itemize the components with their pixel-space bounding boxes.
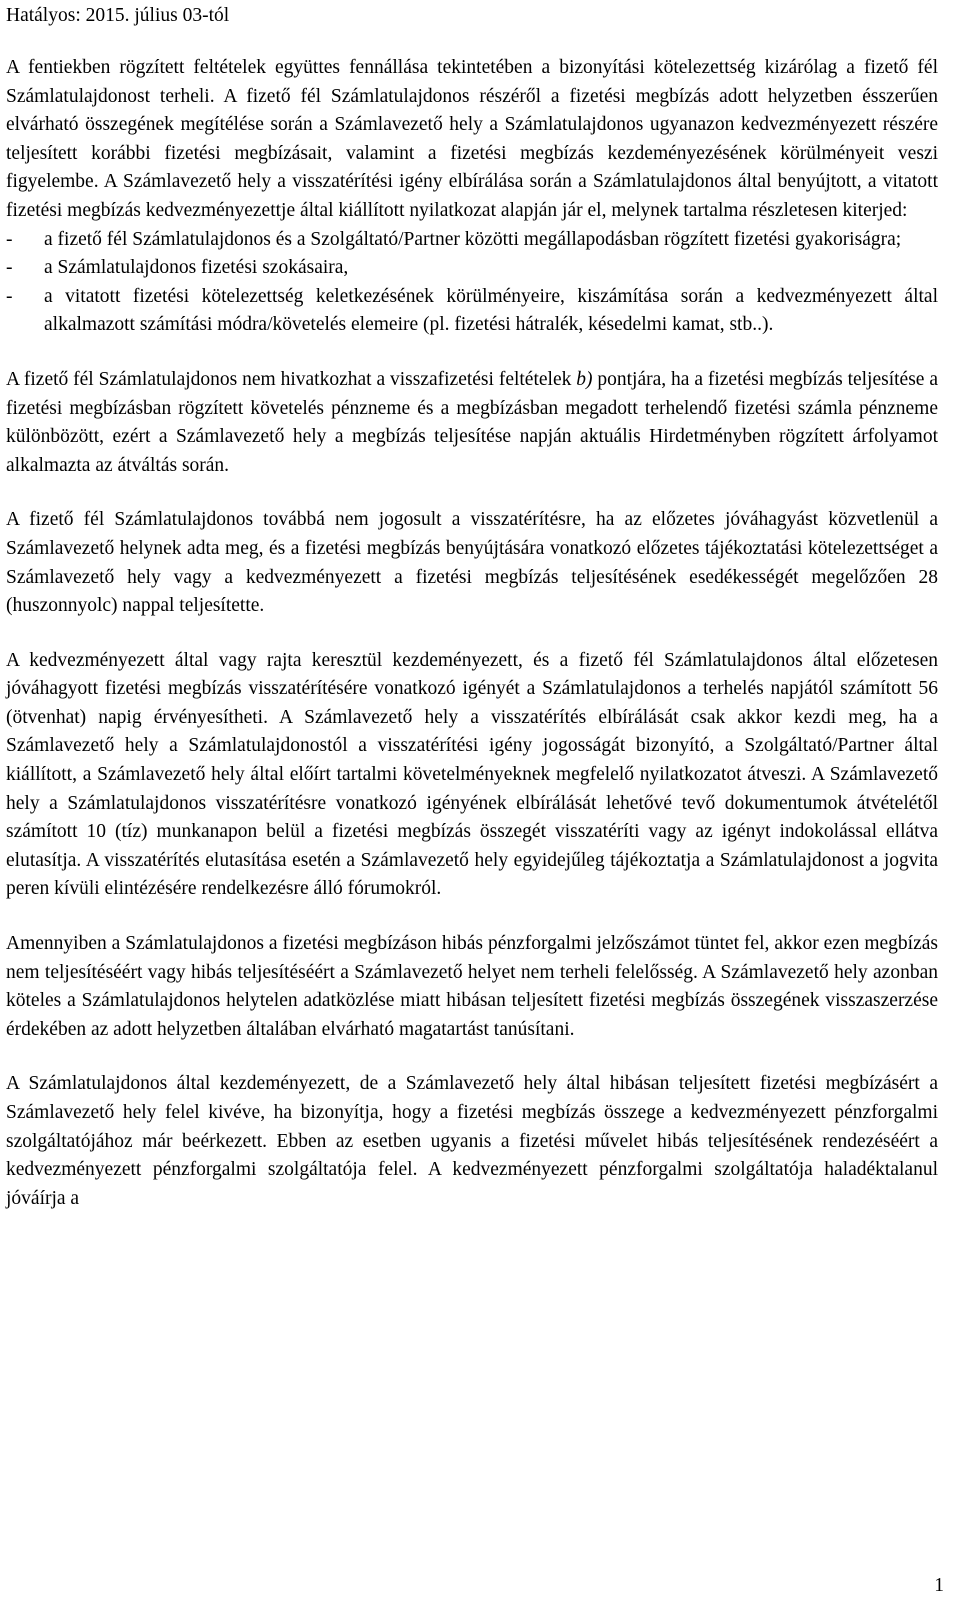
effective-date-header: Hatályos: 2015. július 03-tól xyxy=(6,5,230,26)
list-item xyxy=(6,254,938,283)
prior-approval-paragraph: A fizető fél Számlatulajdonos továbbá nem jogosult a visszatérítésre, ha az előzetes jóváhagyást közvetlenül a Számlavezető helynek adta meg, és a fizetési megbízás benyújtására vonatkozó előzetes tájékoztatási kötelezettséget a Számlavezető hely vagy a kedvezményezett a fizetési megbízás teljesítésének esedékességét megelőzően 28 (huszonnyolc) nappal teljesítette. xyxy=(6,509,938,617)
dash-bullet: - xyxy=(6,257,13,279)
declaration-content-list xyxy=(6,226,938,340)
dash-bullet: - xyxy=(6,285,13,307)
document-page xyxy=(6,0,938,1239)
list-item xyxy=(6,226,938,255)
currency-conversion-paragraph: A fizető fél Számlatulajdonos nem hivatkozhat a visszafizetési feltételek b) pontjára, ha a fizetési megbízás teljesítése a fizetési megbízásban rögzített követelés pénzneme és a megbízásban megadott terhelendő fizetési számla pénzneme különbözött, ezért a Számlavezető hely a megbízás teljesítése napján aktuális Hirdetményben rögzített árfolyamot alkalmazta az átváltás során. xyxy=(6,368,938,476)
defective-execution-paragraph: A Számlatulajdonos által kezdeményezett, de a Számlavezető hely által hibásan teljesített fizetési megbízásért a Számlavezető hely felel kivéve, ha bizonyítja, hogy a fizetési megbízás összege a kedvezményezett pénzforgalmi szolgáltatójához már beérkezett. Ebben az esetben ugyanis a fizetési művelet hibás teljesítésének rendezéséért a kedvezményezett pénzforgalmi szolgáltatója felel. A kedvezményezett pénzforgalmi szolgáltatója haladéktalanul jóváírja a xyxy=(6,1073,938,1209)
list-item xyxy=(6,283,938,340)
list-item-text: a Számlatulajdonos fizetési szokásaira, xyxy=(44,257,349,279)
point-reference: b) xyxy=(576,368,593,390)
page-number: 1 xyxy=(934,1575,944,1596)
list-item-text: a vitatott fizetési kötelezettség keletkezésének körülményeire, kiszámítása során a kedvezményezett által alkalmazott számítási módra/követelés elemeire (pl. fizetési hátralék, késedelmi kamat, stb..). xyxy=(44,285,938,336)
refund-claim-paragraph: A kedvezményezett által vagy rajta keresztül kezdeményezett, és a fizető fél Számlatulajdonos által előzetesen jóváhagyott fizetési megbízás visszatérítésére vonatkozó igényét a Számlatulajdonos a terhelés napjától számított 56 (ötvenhat) napig érvényesítheti. A Számlavezető hely a visszatérítés elbírálását csak akkor kezdi meg, ha a Számlavezető hely a Számlatulajdonostól a visszatérítési igény jogosságát bizonyító, a Szolgáltató/Partner által kiállított, a Számlavezető hely által előírt tartalmi követelményeknek megfelelő nyilatkozatot átveszi. A Számlavezető hely a Számlatulajdonos visszatérítésre vonatkozó igényének elbírálását lehetővé tevő dokumentumok átvételétől számított 10 (tíz) munkanapon belül a fizetési megbízás összegét visszatéríti vagy az igényt indokolással ellátva elutasítja. A visszatérítés elutasítása esetén a Számlavezető hely egyidejűleg tájékoztatja a Számlatulajdonost a jogvita peren kívüli elintézésére rendelkezésre álló fórumokról. xyxy=(6,649,938,900)
list-item-text: a fizető fél Számlatulajdonos és a Szolgáltató/Partner közötti megállapodásban rögzített fizetési gyakoriságra; xyxy=(44,228,902,250)
burden-of-proof-section xyxy=(6,54,938,340)
incorrect-identifier-paragraph: Amennyiben a Számlatulajdonos a fizetési megbízáson hibás pénzforgalmi jelzőszámot tüntet fel, akkor ezen megbízás nem teljesítéséért vagy hibás teljesítéséért a Számlavezető helyet nem terheli felelősség. A Számlavezető hely azonban köteles a Számlatulajdonos helytelen adatközlése miatt hibásan teljesített fizetési megbízás összegének visszaszerzése érdekében az adott helyzetben általában elvárható magatartást tanúsítani. xyxy=(6,933,938,1040)
burden-of-proof-paragraph: A fentiekben rögzített feltételek együttes fennállása tekintetében a bizonyítási kötelezettség kizárólag a fizető fél Számlatulajdonost terheli. A fizető fél Számlatulajdonos részéről a fizetési megbízás adott helyzetben ésszerűen elvárható összegének megítélése során a Számlavezető hely a Számlatulajdonos ugyanazon kedvezményezett részére teljesített korábbi fizetési megbízásait, valamint a fizetési megbízás kezdeményezésének körülményeit veszi figyelembe. A Számlavezető hely a visszatérítési igény elbírálása során a Számlatulajdonos által benyújtott, a vitatott fizetési megbízás kedvezményezettje által kiállított nyilatkozat alapján jár el, melynek tartalma részletesen kiterjed: xyxy=(6,57,938,221)
dash-bullet: - xyxy=(6,228,13,250)
